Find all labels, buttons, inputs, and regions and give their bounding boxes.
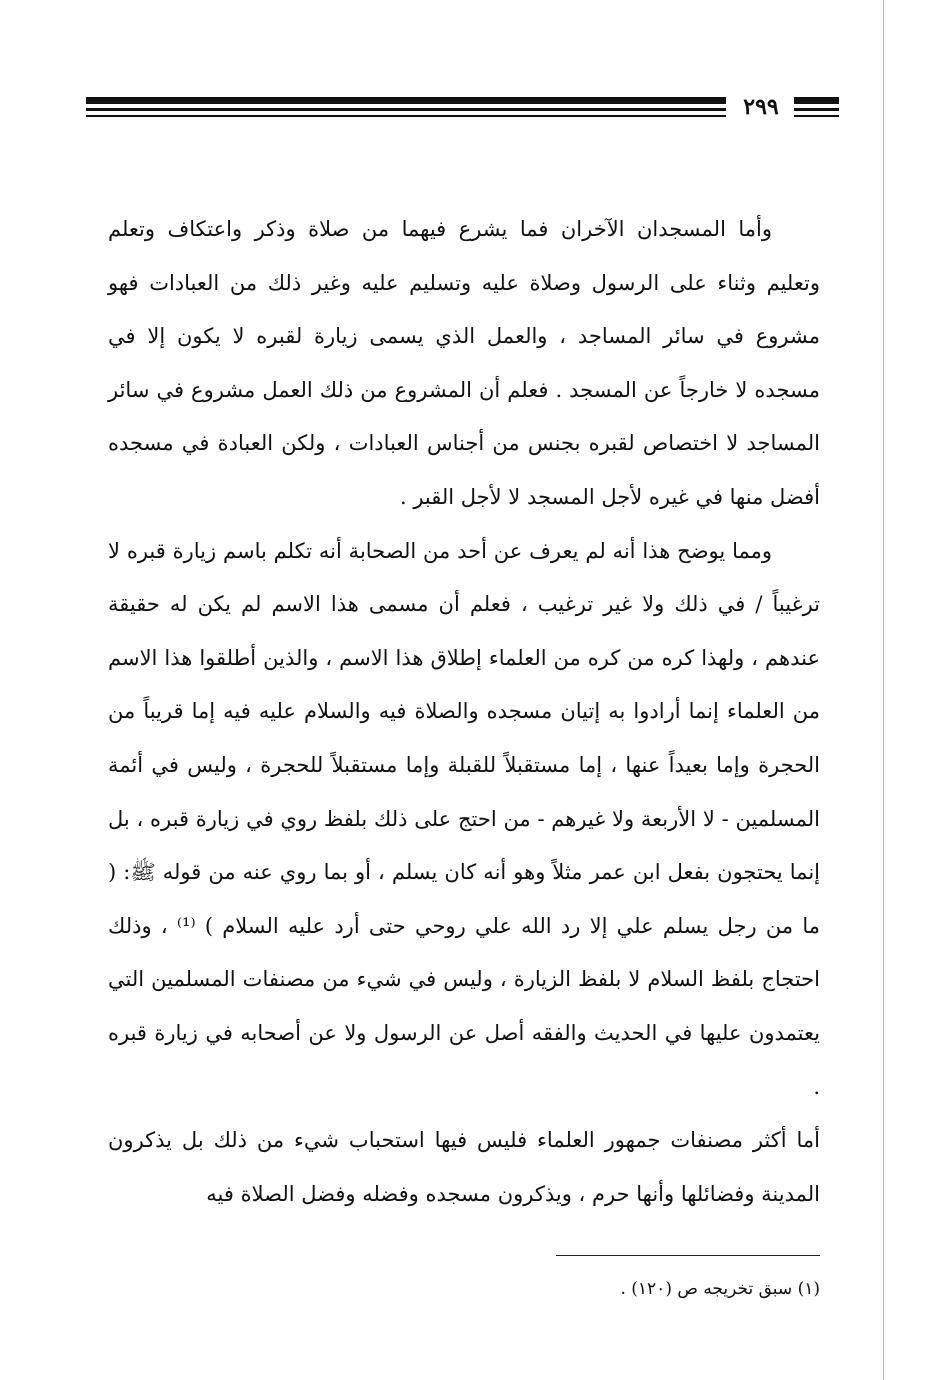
page-header <box>86 88 839 128</box>
header-rule <box>86 97 726 104</box>
header-rule <box>86 115 726 117</box>
page-number: ٢٩٩ <box>743 94 779 120</box>
footnote-separator <box>556 1255 820 1256</box>
paragraph: أما أكثر مصنفات جمهور العلماء فليس فيها استحباب شيء من ذلك بل يذكرون المدينة وفضائلها وأنها حرم ، ويذكرون مسجده وفضله وفضل الصلاة فيه <box>108 1128 820 1206</box>
header-rule <box>794 97 839 104</box>
paragraph: ومما يوضح هذا أنه لم يعرف عن أحد من الصحابة أنه تكلم باسم زيارة قبره لا ترغيباً / في ذلك ولا غير ترغيب ، فعلم أن مسمى هذا الاسم لم يكن له حقيقة عندهم ، ولهذا كره من كره من العلماء إطلاق هذا الاسم ، والذين أطلقوا هذا الاسم من العلماء إنما أرادوا به إتيان مسجده والصلاة فيه والسلام عليه فيه إما قريباً من الحجرة وإما بعيداً عنها ، إما مستقبلاً للقبلة وإما مستقبلاً للحجرة ، وليس في أئمة المسلمين - لا الأربعة ولا غيرهم - من احتج على ذلك بلفظ روي في زيارة قبره ، بل إنما يحتجون بفعل ابن عمر مثلاً وهو أنه كان يسلم ، أو بما روي عنه من قوله ﷺ: ( ما من رجل يسلم علي إلا رد الله علي روحي حتى أرد عليه السلام ) ⁽¹⁾ ، وذلك احتجاج بلفظ السلام لا بلفظ الزيارة ، وليس في شيء من مصنفات المسلمين التي يعتمدون عليها في الحديث والفقه أصل عن الرسول ولا عن أصحابه في زيارة قبره . <box>108 538 821 1099</box>
main-text <box>108 203 820 1221</box>
header-rule <box>794 115 839 117</box>
paragraph: وأما المسجدان الآخران فما يشرع فيهما من صلاة وذكر واعتكاف وتعلم وتعليم وثناء على الرسول وصلاة عليه وتسليم عليه وغير ذلك من العبادات فهو مشروع في سائر المساجد ، والعمل الذي يسمى زيارة لقبره لا يكون إلا في مسجده لا خارجاً عن المسجد . فعلم أن المشروع من ذلك العمل مشروع في سائر المساجد لا اختصاص لقبره بجنس من أجناس العبادات ، ولكن العبادة في مسجده أفضل منها في غيره لأجل المسجد لا لأجل القبر . <box>108 217 820 509</box>
header-rule <box>86 108 726 111</box>
header-rule <box>794 108 839 111</box>
footnote: (١) سبق تخريجه ص (١٢٠) . <box>620 1279 820 1299</box>
page-edge-line <box>883 0 884 1380</box>
